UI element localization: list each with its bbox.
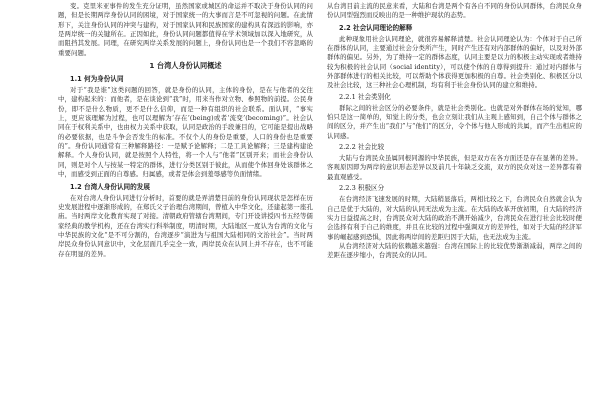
subsection-heading-2-2: 2.2 社会认同理论的解释 [339,23,413,32]
paragraph-2-2: 此种现象用社会认同理论，就很容易解释清楚。社会认同理论认为：个体对于自己所在群体的认同，主要通过社会分类所产生，同时产生还有对内部群体的偏好，以及对外部群体的偏见。另外，为了维持一定的群体态度，认同主要是以力的积极主动实现或者维持较为积极的社会认同（social identity），可以使个体的自尊得到提升：通过对内群体与外部群体进行的相关比较，可以帮助个体获得更加积极的自尊。社会类别化、积极区分以及社会比较，这三种社会心理机制，均有利于社会身份认同的建立和维持。 [327,34,582,90]
paragraph-continued: 从台湾目前主流的民意来看，大陆和台湾是两个有各自不同的身份认同群体，台湾民众身份认同型强烈而反映出的是一种维护现状的态势。 [327,2,582,20]
paragraph-2-2-3: 在台湾经济飞速发展的时期，大陆稍显落后，两相比较之下，台湾民众自然就会认为自己是优于大陆的，对大陆的认同无法成为主流。在大陆的改革开放初期，自大陆的经济实力日益提高之时，台湾民众对大陆的政治不满开始减少，台湾民众在进行社会比较时便会选择有利于自己的维度，并且在比较的过程中强调双方的差异性，如对于大陆的经济军事的崛起感到恐惧，因此将两岸间的差距归因于大陆，也无法成为主流。 [327,195,582,241]
paragraph-2-2-1: 群际之间的社会区分的必要条件，就是社会类别化。也就是对外群体在场的觉知，哪怕只是这一简单的，知觉上的分类，也会立刻让我们从主观上感知到，自己个体与群体之间的区分，并产生出“我们”与“他们”的区分，令个体与他人形成的共属，而产生出相应的认同感。 [327,103,582,140]
section-heading-1: 1 台湾人身份认同概述 [149,61,222,71]
subsubsection-heading-2-2-1: 2.2.1 社会类别化 [339,92,391,101]
right-column [327,2,582,400]
subsubsection-heading-2-2-2: 2.2.2 社会比较 [339,143,385,152]
subsubsection-heading-2-2-3: 2.2.3 积极区分 [339,184,385,193]
paragraph-2-2-3-cont: 从台湾经济对大陆的依赖越来越强：台湾在国际上的比较优势渐渐减弱，两岸之间的差距在逐步缩小，台湾民众的认同。 [327,241,582,260]
left-column [58,2,313,400]
paragraph-1-1: 对于“我是谁”这类问题的回答，就是身份的认同，主体的身份，是在与他者的交往中，建构起来的：而他者，是在谈论到“我”时，用来当作对立物、参照物的前提。公民身份，即不是什么物质，更不是什么信仰，而是一种有组织的社会联系。面认同，“事实上，更应该理解为过程，也可以理解为‘存在’(being)或者‘流变’(becoming)”。社会认同在于权利关系中，也由权力关系中获取，认同是政治的手段兼目的，它可能是提出战略的必要依据，也是斗争会否发生的标准。不仅个人的身份是重要，人口的身份也是重要的”。身份认同通常有三种解释路径：一是赋予论解释；二是工具论解释；三是建构建论解释。个人身份认同，就是按照个人特性，将一个人与“他者”区别开来；而社会身份认同，则是对个人与按某一特定的群体，进行分类区别于彼此，从而使个体回身处该群体之中，而感受到正面的自尊感。归属感，或者是体会到羞辱感等负面情绪。 [58,86,313,179]
paragraph-2-2-2: 大陆与台湾民众虽属同根同源的中华民族，但是双方在各方面还是存在显著的差异。客观原因即为两岸的意识形态差异以及前几十年缺乏交流，双方的民众对这一差异都有着最直观感受。 [327,154,582,181]
subsection-heading-1-2: 1.2 台湾人身份认同的发展 [70,182,150,191]
subsection-heading-1-1: 1.1 何为身份认同 [70,75,124,84]
intro-paragraph: 变。克里米亚事件的发生充分证明，虽然国家或城区的命运并不取决于身份认同的问题，但是长期两岸身份认同的困境，对于国家统一的大事而言是不可忽视的问题。在此情形下，关注身份认同的冲突与建构，对于国家认同和民族国家的建构具有深远的影响，亦是两岸统一的关键所在。正因如此，身份认同问题都值得在学术领域加以深入地研究，从而阻挡其发展。同理，在研究两岸关系发展的问题上，身份认同也是一个我们不容忽略的重要问题。 [58,2,313,57]
paragraph-1-2: 在对台湾人身份认同进行分析时，首要的就是弄清楚目前的身份认同现状是怎样在历史发展进程中逐渐形成的，在郑氏父子治理台湾期间，曾植入中华文化，还建起第一座孔庙。当时两岸文化教育实现了对接。清朝政府管辖台湾期间，专门开设讲授四书五经等儒家经典的教学机构，还在台湾实行科举制度，明清时期，大陆地区一度认为台湾的文化与中华民族的文化“是不可分割的，台湾逐步“演进为与祖国大陆相同的文治社会”。当时两岸民众身份认同意识中，文化层面几乎完全一致，两岸民众在认同上并不存在，也不可能存在明显的差异。 [58,193,313,258]
